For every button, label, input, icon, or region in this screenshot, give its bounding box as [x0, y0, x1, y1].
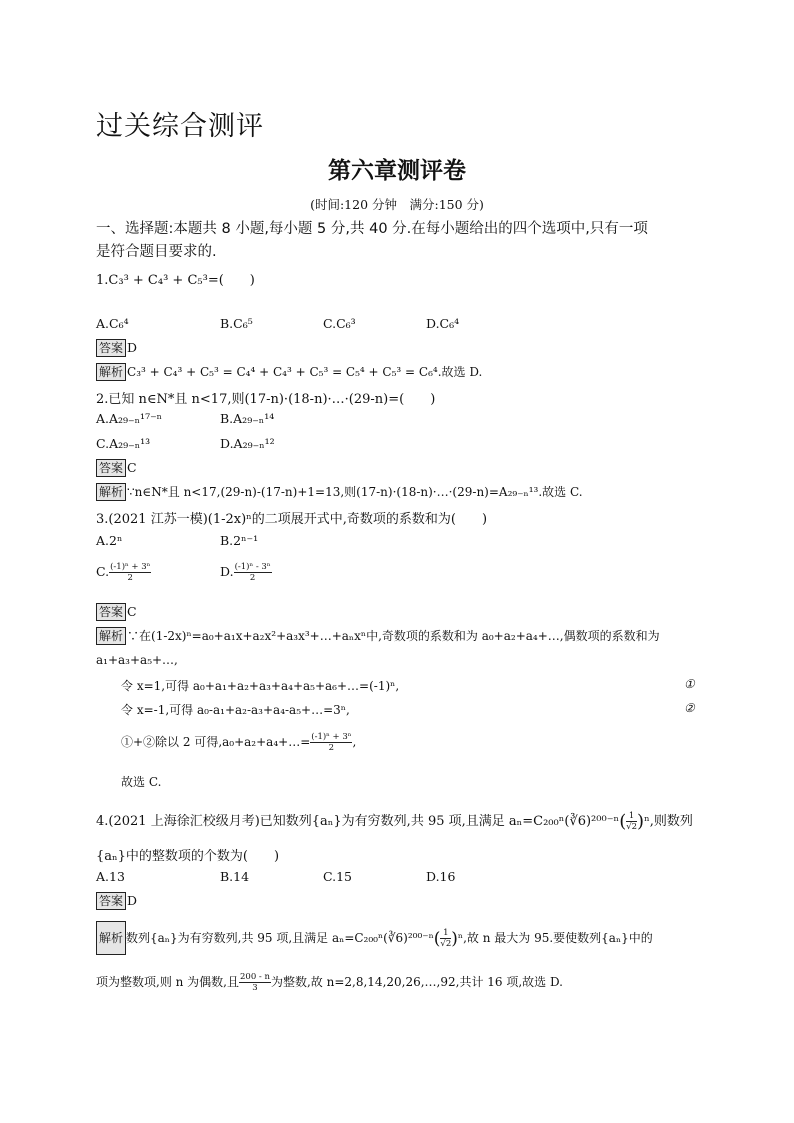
q1-answer-value: D	[127, 340, 138, 355]
q2-option-b: B.A₂₉₋ₙ¹⁴	[220, 411, 275, 426]
q4-analysis-pre: 数列{aₙ}为有穷数列,共 95 项,且满足 aₙ=C₂₀₀ⁿ(∛6)²⁰⁰⁻ⁿ	[126, 931, 434, 945]
fraction-numerator: (-1)ⁿ - 3ⁿ	[234, 562, 271, 572]
q2-option-d: D.A₂₉₋ₙ¹²	[220, 436, 275, 451]
analysis-tag: 解析	[96, 363, 126, 381]
q4-analysis-line1	[96, 921, 653, 955]
q3-analysis-line2: a₁+a₃+a₅+…,	[96, 653, 178, 667]
answer-tag: 答案	[96, 459, 126, 477]
q3-answer-value: C	[127, 604, 137, 619]
fraction-numerator: 1	[440, 928, 451, 939]
q4-option-c: C.15	[323, 869, 352, 884]
analysis-tag: 解析	[96, 921, 126, 955]
q4-stem-line2: {aₙ}中的整数项的个数为( )	[96, 849, 280, 864]
q4-analysis-line2-post: 为整数,故 n=2,8,14,20,26,…,92,共计 16 项,故选 D.	[270, 975, 563, 989]
q3-analysis-line5-post: ,	[352, 735, 357, 749]
right-paren: )	[637, 811, 645, 832]
answer-tag: 答案	[96, 339, 126, 357]
q1-stem	[96, 269, 255, 288]
q4-option-d: D.16	[426, 869, 456, 884]
q1-option-a: A.C₆⁴	[96, 316, 129, 331]
chapter-title: 第六章测评卷	[328, 158, 466, 184]
q2-analysis	[96, 483, 583, 501]
q4-answer-value: D	[127, 893, 138, 908]
q3-analysis-line3: 令 x=1,可得 a₀+a₁+a₂+a₃+a₄+a₅+a₆+…=(-1)ⁿ,	[121, 679, 400, 693]
section-heading	[96, 218, 716, 264]
q3-analysis-fraction	[310, 732, 352, 753]
q3-answer	[96, 603, 137, 621]
q4-analysis-line2-pre: 项为整数项,则 n 为偶数,且	[96, 975, 239, 989]
fraction-numerator: (-1)ⁿ + 3ⁿ	[311, 732, 352, 742]
q3-option-c	[96, 562, 151, 583]
fraction-denominator: 2	[127, 573, 133, 583]
equation-mark-1: ①	[684, 677, 695, 691]
fraction-denominator: √2	[440, 939, 452, 949]
fraction-numerator: (-1)ⁿ + 3ⁿ	[110, 562, 151, 572]
q4-stem-line1	[96, 810, 693, 832]
q3-option-c-label: C.	[96, 564, 110, 579]
q4-analysis-post: ⁿ,故 n 最大为 95.要使数列{aₙ}中的	[457, 931, 653, 945]
q1-option-c: C.C₆³	[323, 316, 356, 331]
q1-analysis-text: C₃³ + C₄³ + C₅³ = C₄⁴ + C₄³ + C₅³ = C₅⁴ + C₅³ = C₆⁴.故选 D.	[127, 365, 483, 379]
q1-option-b: B.C₆⁵	[220, 316, 253, 331]
q2-stem	[96, 388, 435, 407]
q2-option-a: A.A₂₉₋ₙ¹⁷⁻ⁿ	[96, 411, 163, 426]
q4-stem-fraction	[626, 811, 637, 832]
q3-analysis-line5-pre: ①+②除以 2 可得,a₀+a₂+a₄+…=	[121, 735, 311, 749]
q3-option-a: A.2ⁿ	[96, 533, 123, 548]
q3-analysis-line4: 令 x=-1,可得 a₀-a₁+a₂-a₃+a₄-a₅+…=3ⁿ,	[121, 703, 350, 717]
q4-stem-post: ⁿ,则数列	[644, 814, 693, 829]
analysis-tag: 解析	[96, 627, 126, 645]
section-heading-line2: 是符合题目要求的.	[96, 244, 217, 260]
fraction-numerator: 200 - n	[240, 972, 270, 982]
q3-analysis-line5	[121, 732, 356, 753]
equation-mark-2: ②	[684, 701, 695, 715]
q3-analysis-line1	[96, 627, 660, 645]
q1-option-d: D.C₆⁴	[426, 316, 460, 331]
q3-option-b: B.2ⁿ⁻¹	[220, 533, 259, 548]
q4-analysis-fraction	[440, 928, 451, 949]
q1-stem-text: C₃³ + C₄³ + C₅³=( )	[108, 273, 255, 288]
q2-answer-value: C	[127, 460, 137, 475]
q1-answer	[96, 339, 137, 357]
fraction-denominator: 2	[249, 573, 256, 583]
q2-number: 2.	[96, 392, 109, 407]
exam-info: (时间:120 分钟 满分:150 分)	[310, 197, 484, 212]
q4-answer	[96, 892, 137, 910]
q3-analysis-text1: ∵在(1-2x)ⁿ=a₀+a₁x+a₂x²+a₃x³+…+aₙxⁿ中,奇数项的系数和为 a₀+a₂+a₄+…,偶数项的系数和为	[127, 629, 660, 643]
q3-option-d-fraction	[234, 562, 272, 583]
q3-number: 3.	[96, 512, 109, 527]
q3-stem	[96, 508, 487, 527]
fraction-denominator: 2	[328, 743, 335, 753]
q4-analysis-line2-fraction	[239, 972, 271, 993]
q3-option-d-label: D.	[220, 564, 234, 579]
left-paren: (	[433, 929, 441, 949]
fraction-denominator: 3	[252, 983, 258, 993]
q2-answer	[96, 459, 137, 477]
q4-number: 4.	[96, 814, 109, 829]
page-heading: 过关综合测评	[96, 111, 264, 142]
q4-option-a: A.13	[96, 869, 125, 884]
right-paren: )	[451, 929, 458, 949]
fraction-numerator: 1	[626, 811, 637, 822]
q4-stem-pre: (2021 上海徐汇校级月考)已知数列{aₙ}为有穷数列,共 95 项,且满足 aₙ=C₂₀₀ⁿ(∛6)²⁰⁰⁻ⁿ	[108, 814, 620, 829]
analysis-tag: 解析	[96, 483, 126, 501]
q4-option-b: B.14	[220, 869, 250, 884]
q1-analysis	[96, 363, 482, 381]
q3-stem-text: (2021 江苏一模)(1-2x)ⁿ的二项展开式中,奇数项的系数和为( )	[108, 512, 488, 527]
answer-tag: 答案	[96, 603, 126, 621]
q3-option-c-fraction	[109, 562, 151, 583]
q1-number: 1.	[96, 273, 109, 288]
answer-tag: 答案	[96, 892, 126, 910]
q2-analysis-text: ∵n∈N*且 n<17,(29-n)-(17-n)+1=13,则(17-n)·(18-n)·…·(29-n)=A₂₉₋ₙ¹³.故选 C.	[127, 485, 583, 499]
fraction-denominator: √2	[626, 822, 638, 832]
q3-analysis-line6: 故选 C.	[121, 775, 162, 789]
q3-option-d	[220, 562, 272, 583]
q2-option-c: C.A₂₉₋ₙ¹³	[96, 436, 151, 451]
q2-stem-text: 已知 n∈N*且 n<17,则(17-n)·(18-n)·…·(29-n)=( )	[108, 392, 436, 407]
left-paren: (	[619, 811, 627, 832]
section-heading-line1: 一、选择题:本题共 8 小题,每小题 5 分,共 40 分.在每小题给出的四个选项中,只有一项	[96, 221, 648, 237]
q4-analysis-line2	[96, 972, 563, 993]
